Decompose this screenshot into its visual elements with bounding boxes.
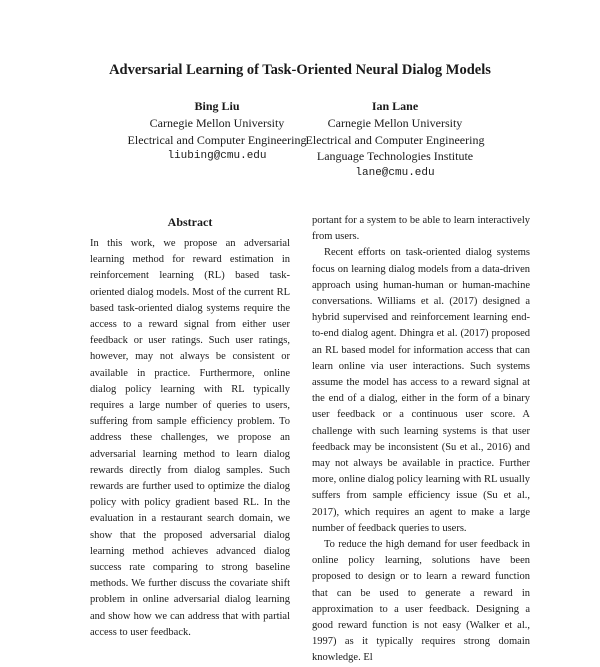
author-department: Electrical and Computer Engineering [305, 132, 485, 147]
author-name: Ian Lane [371, 99, 419, 113]
intro-paragraph: To reduce the high demand for user feedback in online policy learning, solutions have been proposed to design or to learn a reward function that can be used to generate a reward in approximation to a user feedback. Designing a good reward function is not easy (Walker et al., 1997) as it typically requires strong domain knowledge. El [312, 539, 530, 664]
author-email: liubing@cmu.edu [167, 150, 267, 163]
intro-column [312, 213, 530, 664]
author-name: Bing Liu [194, 99, 240, 113]
author-block-2 [285, 98, 505, 182]
author-institute: Language Technologies Institute [316, 149, 474, 164]
author-email: lane@cmu.edu [355, 167, 435, 180]
abstract-heading: Abstract [167, 215, 213, 229]
intro-paragraph: portant for a system to be able to learn interactively from users. [312, 215, 530, 243]
intro-paragraph: Recent efforts on task-oriented dialog systems focus on learning dialog models from a data-driven approach using human-human or human-machine conversations. Williams et al. (2017) designed a hybrid supervised and reinforcement learning end-to-end dialog agent. Dhingra et al. (2017) proposed an RL based model for information access that can learn online via user interactions. Such systems assume the model has access to a reward signal at the end of a dialog, either in the form of a binary user feedback or a continuous user score. A challenge with such learning systems is that user feedback may be inconsistent (Su et al., 2016) and may not always be available in practice. Further more, online dialog policy learning with RL usually suffers from sample efficiency issue (Su et al., 2017), which requires an agent to make a large number of feedback queries to users. [312, 247, 530, 534]
author-affiliation: Carnegie Mellon University [327, 115, 463, 130]
abstract-column [90, 236, 290, 638]
author-department: Electrical and Computer Engineering [127, 132, 307, 147]
author-affiliation: Carnegie Mellon University [149, 115, 285, 130]
paper-title: Adversarial Learning of Task-Oriented Neural Dialog Models [109, 62, 491, 78]
abstract-text: In this work, we propose an adversarial learning method for reward estimation in reinforcement learning (RL) based task-oriented dialog models. Most of the current RL based task-oriented dialog systems require the access to a reward signal from either user feedback or user ratings. Such user ratings, however, may not always be consistent or available in practice. Furthermore, online dialog policy learning with RL typically requires a large number of queries to users, suffering from sample efficiency problem. To address these challenges, we propose an adversarial learning method to learn dialog rewards directly from dialog samples. Such rewards are further used to optimize the dialog policy with policy gradient based RL. In the evaluation in a restaurant search domain, we show that the proposed adversarial dialog learning method achieves advanced dialog success rate comparing to strong baseline methods. We further discuss the covariate shift problem in online adversarial dialog learning and show how we can address that with partial access to user feedback. [90, 238, 290, 638]
